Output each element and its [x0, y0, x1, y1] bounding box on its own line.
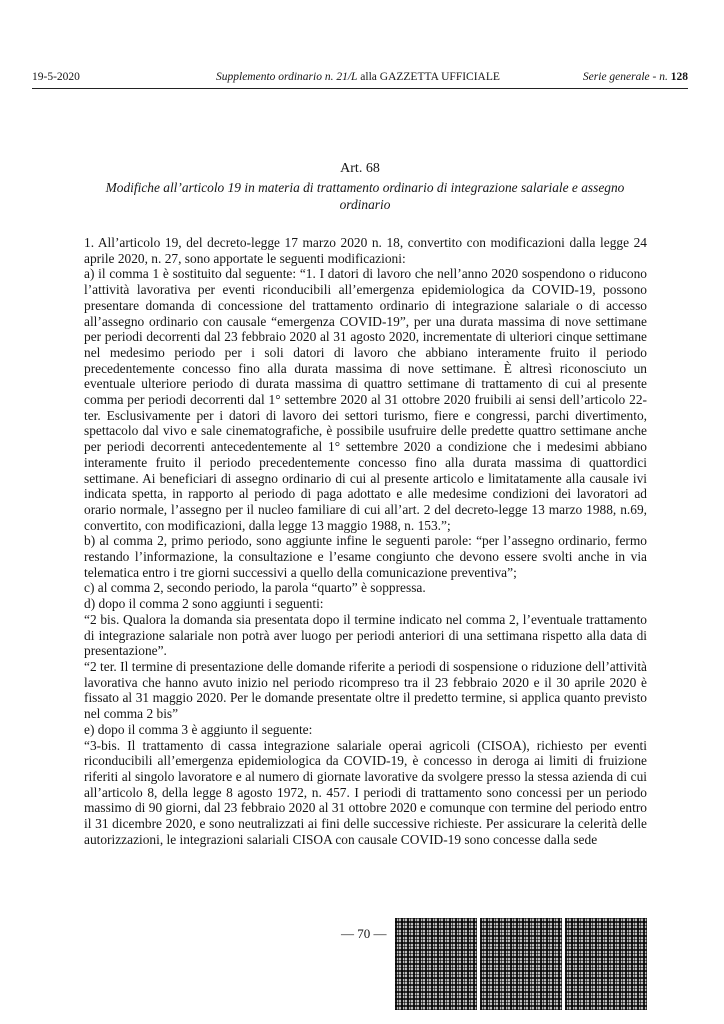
series-number: 128	[670, 71, 688, 83]
paragraph: a) il comma 1 è sostituito dal seguente: “1. I datori di lavoro che nell’anno 2020 sospendono o riducono l’attività lavorativa per eventi riconducibili all’emergenza epidemiologica da COVID-19, possono presentare domanda di concessione del trattamento ordinario di integrazione salariale o di accesso all’assegno ordinario con causale “emergenza COVID-19”, per una durata massima di nove settimane per periodi decorrenti dal 23 febbraio 2020 al 31 agosto 2020, incrementate di ulteriori cinque settimane nel medesimo periodo per i soli datori di lavoro che abbiano interamente fruito il periodo precedentemente concesso fino alla durata massima di nove settimane. È altresì riconosciuto un eventuale ulteriore periodo di durata massima di quattro settimane di trattamento di cui al presente comma per periodi decorrenti dal 1° settembre 2020 al 31 ottobre 2020 fruibili ai sensi dell’articolo 22-ter. Esclusivamente per i datori di lavoro dei settori turismo, fiere e congressi, parchi divertimento, spettacolo dal vivo e sale cinematografiche, è possibile usufruire delle predette quattro settimane anche per periodi decorrenti antecedentemente al 1° settembre 2020 a condizione che i medesimi abbiano interamente fruito il periodo precedentemente concesso fino alla durata massima di quattordici settimane. Ai beneficiari di assegno ordinario di cui al presente articolo e limitatamente alla causale ivi indicata spetta, in rapporto al periodo di paga adottato e alle medesime condizioni dei lavoratori ad orario normale, l’assegno per il nucleo familiare di cui all’art. 2 del decreto-legge 13 marzo 1988, n.69, convertito, con modificazioni, dalla legge 13 maggio 1988, n. 153.”;	[84, 266, 647, 533]
paragraph: “2 ter. Il termine di presentazione delle domande riferite a periodi di sospensione o riduzione dell’attività lavorativa che hanno avuto inizio nel periodo ricompreso tra il 23 febbraio 2020 e il 30 aprile 2020 è fissato al 31 maggio 2020. Per le domande presentate oltre il predetto termine, si applica quanto previsto nel comma 2 bis”	[84, 658, 647, 722]
paragraph: b) al comma 2, primo periodo, sono aggiunte infine le seguenti parole: “per l’assegno ordinario, fermo restando l’informazione, la consultazione e l’esame congiunto che devono essere svolti anche in via telematica entro i tre giorni successivi a quello della comunicazione preventiva”;	[84, 533, 647, 580]
gazette-running-header	[32, 70, 688, 86]
datamatrix-code-icon	[565, 918, 647, 1010]
series-label: Serie generale - n.	[582, 71, 671, 83]
issue-date: 19-5-2020	[32, 71, 80, 83]
header-divider	[32, 88, 688, 89]
paragraph: c) al comma 2, secondo periodo, la parola “quarto” è soppressa.	[84, 580, 426, 596]
paragraph: d) dopo il comma 2 sono aggiunti i seguenti:	[84, 596, 324, 612]
publication-gazette: alla GAZZETTA UFFICIALE	[357, 71, 500, 83]
paragraph: “2 bis. Qualora la domanda sia presentata dopo il termine indicato nel comma 2, l’eventuale trattamento di integrazione salariale non potrà aver luogo per periodi anteriori di una settimana rispetto alla data di presentazione”.	[84, 611, 647, 659]
article-title: Art. 68	[340, 161, 380, 176]
datamatrix-code-icon	[395, 918, 477, 1010]
article-subtitle: Modifiche all’articolo 19 in materia di trattamento ordinario di integrazione salariale e assegno ordinario	[105, 180, 625, 212]
publication-supplement: Supplemento ordinario n. 21/L	[216, 71, 358, 83]
series-info	[583, 70, 688, 84]
datamatrix-code-icon	[480, 918, 562, 1010]
page-number: — 70 —	[341, 926, 387, 941]
barcode-strip	[395, 918, 647, 1010]
publication-name	[216, 70, 500, 84]
paragraph: e) dopo il comma 3 è aggiunto il seguente:	[84, 721, 313, 737]
paragraph: “3-bis. Il trattamento di cassa integrazione salariale operai agricoli (CISOA), richiesto per eventi riconducibili all’emergenza epidemiologica da COVID-19, è concesso in deroga ai limiti di fruizione riferiti al singolo lavoratore e al numero di giornate lavorative da svolgere presso la stessa azienda di cui all’articolo 8, della legge 8 agosto 1972, n. 457. I periodi di trattamento sono concessi per un periodo massimo di 90 giorni, dal 23 febbraio 2020 al 31 ottobre 2020 e comunque con termine del periodo entro il 31 dicembre 2020, e sono neutralizzati ai fini delle successive richieste. Per assicurare la celerità delle autorizzazioni, le integrazioni salariali CISOA con causale COVID-19 sono concesse dalla sede	[84, 737, 647, 847]
article-body	[84, 235, 647, 847]
paragraph: 1. All’articolo 19, del decreto-legge 17 marzo 2020 n. 18, convertito con modificazioni dalla legge 24 aprile 2020, n. 27, sono apportate le seguenti modificazioni:	[84, 235, 647, 266]
